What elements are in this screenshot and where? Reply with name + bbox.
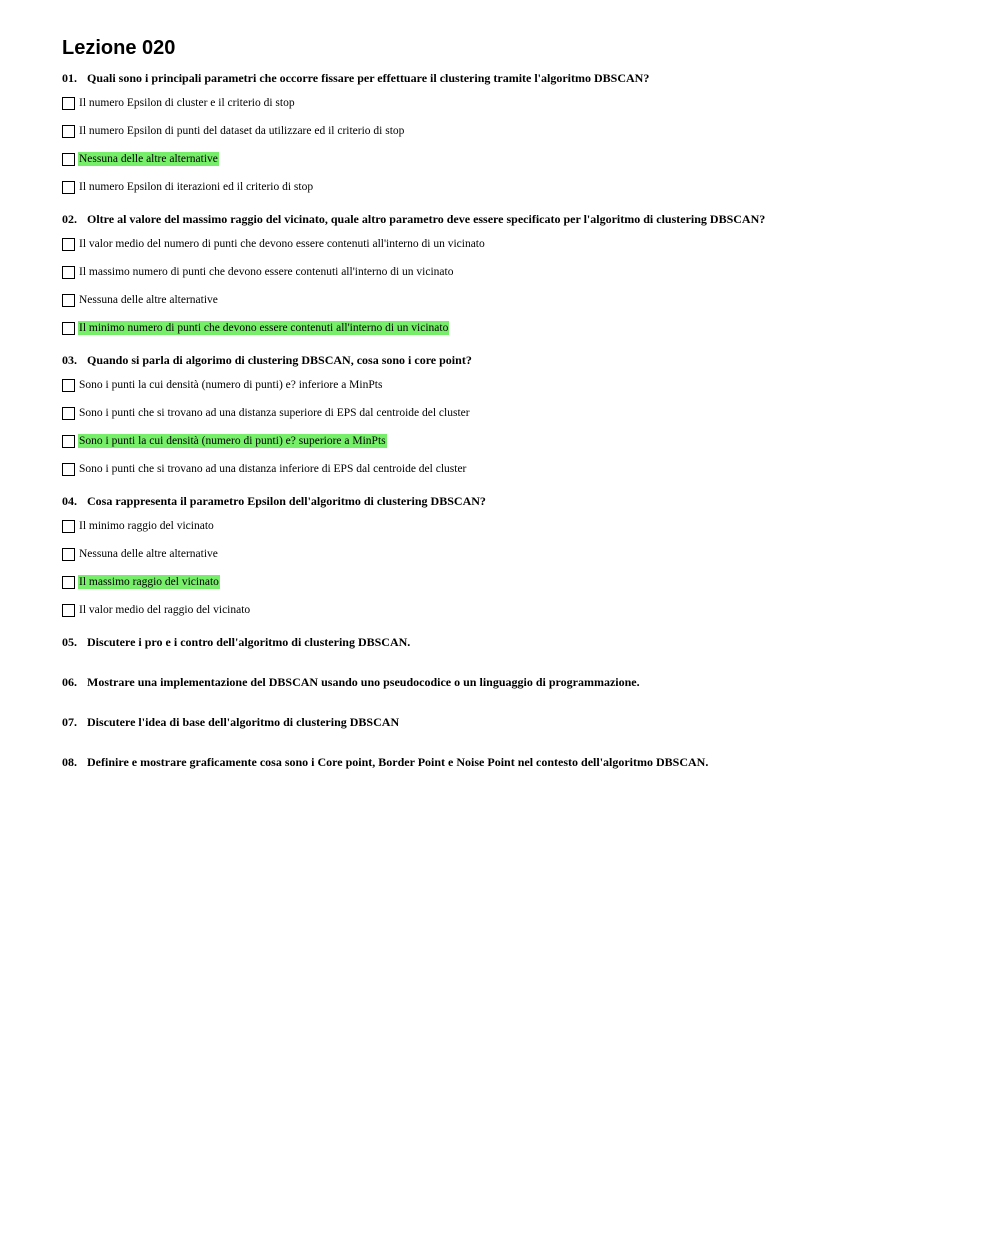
question-number: 05. <box>62 635 77 649</box>
option-label: Nessuna delle altre alternative <box>79 294 218 306</box>
answer-option[interactable] <box>62 376 962 394</box>
question-number: 01. <box>62 71 77 85</box>
option-label-correct: Il massimo raggio del vicinato <box>79 576 219 588</box>
question-number: 04. <box>62 494 77 508</box>
answer-option[interactable] <box>62 178 962 196</box>
checkbox[interactable] <box>62 266 75 279</box>
checkbox[interactable] <box>62 548 75 561</box>
question-text <box>62 493 962 509</box>
option-label: Il minimo raggio del vicinato <box>79 520 214 532</box>
option-label: Sono i punti la cui densità (numero di punti) e? inferiore a MinPts <box>79 379 383 391</box>
question-label: Quali sono i principali parametri che occorre fissare per effettuare il clustering tramite l'algoritmo DBSCAN? <box>87 71 650 85</box>
question-number: 06. <box>62 675 77 689</box>
question-text <box>62 634 962 650</box>
question-label: Discutere i pro e i contro dell'algoritmo di clustering DBSCAN. <box>87 635 411 649</box>
option-label-correct: Il minimo numero di punti che devono essere contenuti all'interno di un vicinato <box>79 322 449 334</box>
answer-option[interactable] <box>62 291 962 309</box>
question-text <box>62 674 962 690</box>
answer-option[interactable] <box>62 94 962 112</box>
answer-option[interactable] <box>62 517 962 535</box>
checkbox[interactable] <box>62 294 75 307</box>
question-04 <box>62 493 962 619</box>
checkbox[interactable] <box>62 322 75 335</box>
answer-option[interactable] <box>62 235 962 253</box>
answer-option-correct[interactable] <box>62 319 962 337</box>
answer-option[interactable] <box>62 460 962 478</box>
question-number: 02. <box>62 212 77 226</box>
checkbox[interactable] <box>62 576 75 589</box>
option-label: Il numero Epsilon di iterazioni ed il criterio di stop <box>79 181 314 193</box>
question-label: Oltre al valore del massimo raggio del vicinato, quale altro parametro deve essere specificato per l'algoritmo di clustering DBSCAN? <box>87 212 766 226</box>
option-label: Sono i punti che si trovano ad una distanza inferiore di EPS dal centroide del cluster <box>79 463 467 475</box>
question-label: Mostrare una implementazione del DBSCAN usando uno pseudocodice o un linguaggio di programmazione. <box>87 675 640 689</box>
question-05 <box>62 634 962 650</box>
question-08 <box>62 754 962 770</box>
question-number: 03. <box>62 353 77 367</box>
page-title: Lezione 020 <box>62 37 176 59</box>
question-06 <box>62 674 962 690</box>
question-text <box>62 714 962 730</box>
checkbox[interactable] <box>62 379 75 392</box>
question-text <box>62 352 962 368</box>
answer-option[interactable] <box>62 601 962 619</box>
question-text <box>62 211 962 227</box>
question-number: 07. <box>62 715 77 729</box>
question-03 <box>62 352 962 478</box>
checkbox[interactable] <box>62 97 75 110</box>
question-number: 08. <box>62 755 77 769</box>
answer-option[interactable] <box>62 545 962 563</box>
question-label: Quando si parla di algorimo di clustering DBSCAN, cosa sono i core point? <box>87 353 472 367</box>
answer-option[interactable] <box>62 263 962 281</box>
answer-option[interactable] <box>62 404 962 422</box>
checkbox[interactable] <box>62 125 75 138</box>
answer-option-correct[interactable] <box>62 150 962 168</box>
option-label: Il numero Epsilon di cluster e il criterio di stop <box>79 97 295 109</box>
checkbox[interactable] <box>62 407 75 420</box>
option-label: Il valor medio del raggio del vicinato <box>79 604 251 616</box>
question-text <box>62 754 962 770</box>
answer-option-correct[interactable] <box>62 432 962 450</box>
question-label: Definire e mostrare graficamente cosa sono i Core point, Border Point e Noise Point nel contesto dell'algoritmo DBSCAN. <box>87 755 709 769</box>
option-label-correct: Sono i punti la cui densità (numero di punti) e? superiore a MinPts <box>79 435 386 447</box>
checkbox[interactable] <box>62 153 75 166</box>
option-label: Il valor medio del numero di punti che devono essere contenuti all'interno di un vicinato <box>79 238 485 250</box>
question-07 <box>62 714 962 730</box>
question-02 <box>62 211 962 337</box>
answer-option-correct[interactable] <box>62 573 962 591</box>
checkbox[interactable] <box>62 604 75 617</box>
checkbox[interactable] <box>62 181 75 194</box>
question-label: Discutere l'idea di base dell'algoritmo di clustering DBSCAN <box>87 715 400 729</box>
option-label: Nessuna delle altre alternative <box>79 548 218 560</box>
checkbox[interactable] <box>62 238 75 251</box>
answer-option[interactable] <box>62 122 962 140</box>
quiz-page <box>62 36 962 794</box>
option-label: Il numero Epsilon di punti del dataset da utilizzare ed il criterio di stop <box>79 125 405 137</box>
question-text <box>62 70 962 86</box>
question-01 <box>62 70 962 196</box>
question-label: Cosa rappresenta il parametro Epsilon dell'algoritmo di clustering DBSCAN? <box>87 494 486 508</box>
option-label: Sono i punti che si trovano ad una distanza superiore di EPS dal centroide del cluster <box>79 407 470 419</box>
checkbox[interactable] <box>62 463 75 476</box>
option-label: Il massimo numero di punti che devono essere contenuti all'interno di un vicinato <box>79 266 454 278</box>
checkbox[interactable] <box>62 435 75 448</box>
option-label-correct: Nessuna delle altre alternative <box>79 153 218 165</box>
checkbox[interactable] <box>62 520 75 533</box>
